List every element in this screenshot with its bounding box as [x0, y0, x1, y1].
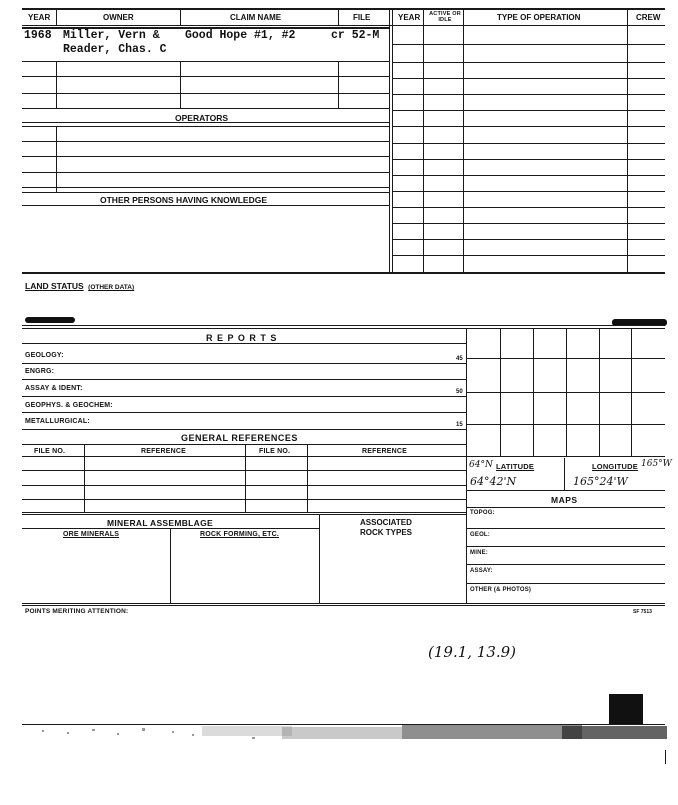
header-year-2: YEAR — [398, 13, 421, 22]
land-status — [25, 276, 134, 294]
mineral-assemblage-title: MINERAL ASSEMBLAGE — [107, 518, 213, 528]
map-other: OTHER (& PHOTOS) — [470, 587, 532, 593]
header-year: YEAR — [28, 13, 51, 22]
claim-year: 1968 — [24, 29, 52, 42]
report-assay-num: 50 — [456, 389, 463, 395]
scan-noise-band — [22, 724, 667, 746]
header-claim-name: CLAIM NAME — [230, 13, 282, 22]
form-number: SF 7513 — [633, 609, 652, 615]
claim-name: Good Hope #1, #2 — [185, 29, 296, 42]
general-references-title: GENERAL REFERENCES — [181, 433, 298, 443]
map-mine: MINE: — [470, 550, 488, 556]
ref-col-ref-2: REFERENCE — [362, 448, 407, 455]
lat-prefix: 64°N — [469, 460, 493, 470]
header-active-idle: ACTIVE OR IDLE — [429, 11, 461, 23]
header-type-of-operation: TYPE OF OPERATION — [497, 13, 581, 22]
map-topog: TOPOG: — [470, 510, 495, 516]
other-persons-heading: OTHER PERSONS HAVING KNOWLEDGE — [100, 195, 268, 205]
longitude-value: 165°24'W — [573, 475, 628, 488]
report-metallurgical: METALLURGICAL: — [25, 418, 90, 425]
handwritten-coordinates: (19.1, 13.9) — [428, 643, 517, 661]
maps-title: MAPS — [551, 495, 578, 505]
land-status-label: LAND STATUS — [25, 281, 84, 291]
latitude-value: 64°42'N — [470, 475, 517, 488]
map-assay: ASSAY: — [470, 568, 493, 574]
rock-forming-label: ROCK FORMING, ETC. — [200, 531, 280, 538]
lon-suffix: 165°W — [641, 459, 672, 469]
ref-col-ref-1: REFERENCE — [141, 448, 186, 455]
associated-label: ASSOCIATED — [360, 518, 412, 527]
claim-owner-1: Miller, Vern & — [63, 29, 160, 42]
header-crew: CREW — [636, 13, 661, 22]
latitude-label: LATITUDE — [496, 462, 535, 471]
report-assay: ASSAY & IDENT: — [25, 385, 83, 392]
rock-types-label: ROCK TYPES — [360, 528, 413, 537]
report-metallurgical-num: 15 — [456, 422, 463, 428]
ink-blot-left — [25, 317, 75, 323]
report-geology: GEOLOGY: — [25, 352, 64, 359]
reports-title: R E P O R T S — [206, 333, 278, 343]
ref-col-file-2: FILE NO. — [259, 448, 291, 455]
ore-minerals-label: ORE MINERALS — [63, 531, 120, 538]
operators-heading: OPERATORS — [175, 113, 229, 123]
claim-file: cr 52-M — [331, 29, 380, 42]
header-file: FILE — [353, 13, 371, 22]
points-meriting-attention: POINTS MERITING ATTENTION: — [25, 608, 129, 615]
map-geol: GEOL: — [470, 532, 490, 538]
claim-owner-2: Reader, Chas. C — [63, 43, 167, 56]
black-square — [609, 694, 643, 724]
ref-col-file-1: FILE NO. — [34, 448, 66, 455]
header-owner: OWNER — [103, 13, 134, 22]
report-engrg: ENGRG: — [25, 368, 55, 375]
longitude-label: LONGITUDE — [592, 462, 638, 471]
land-status-sub: (OTHER DATA) — [88, 284, 135, 291]
report-geology-num: 45 — [456, 356, 463, 362]
report-geophys: GEOPHYS. & GEOCHEM: — [25, 402, 113, 409]
